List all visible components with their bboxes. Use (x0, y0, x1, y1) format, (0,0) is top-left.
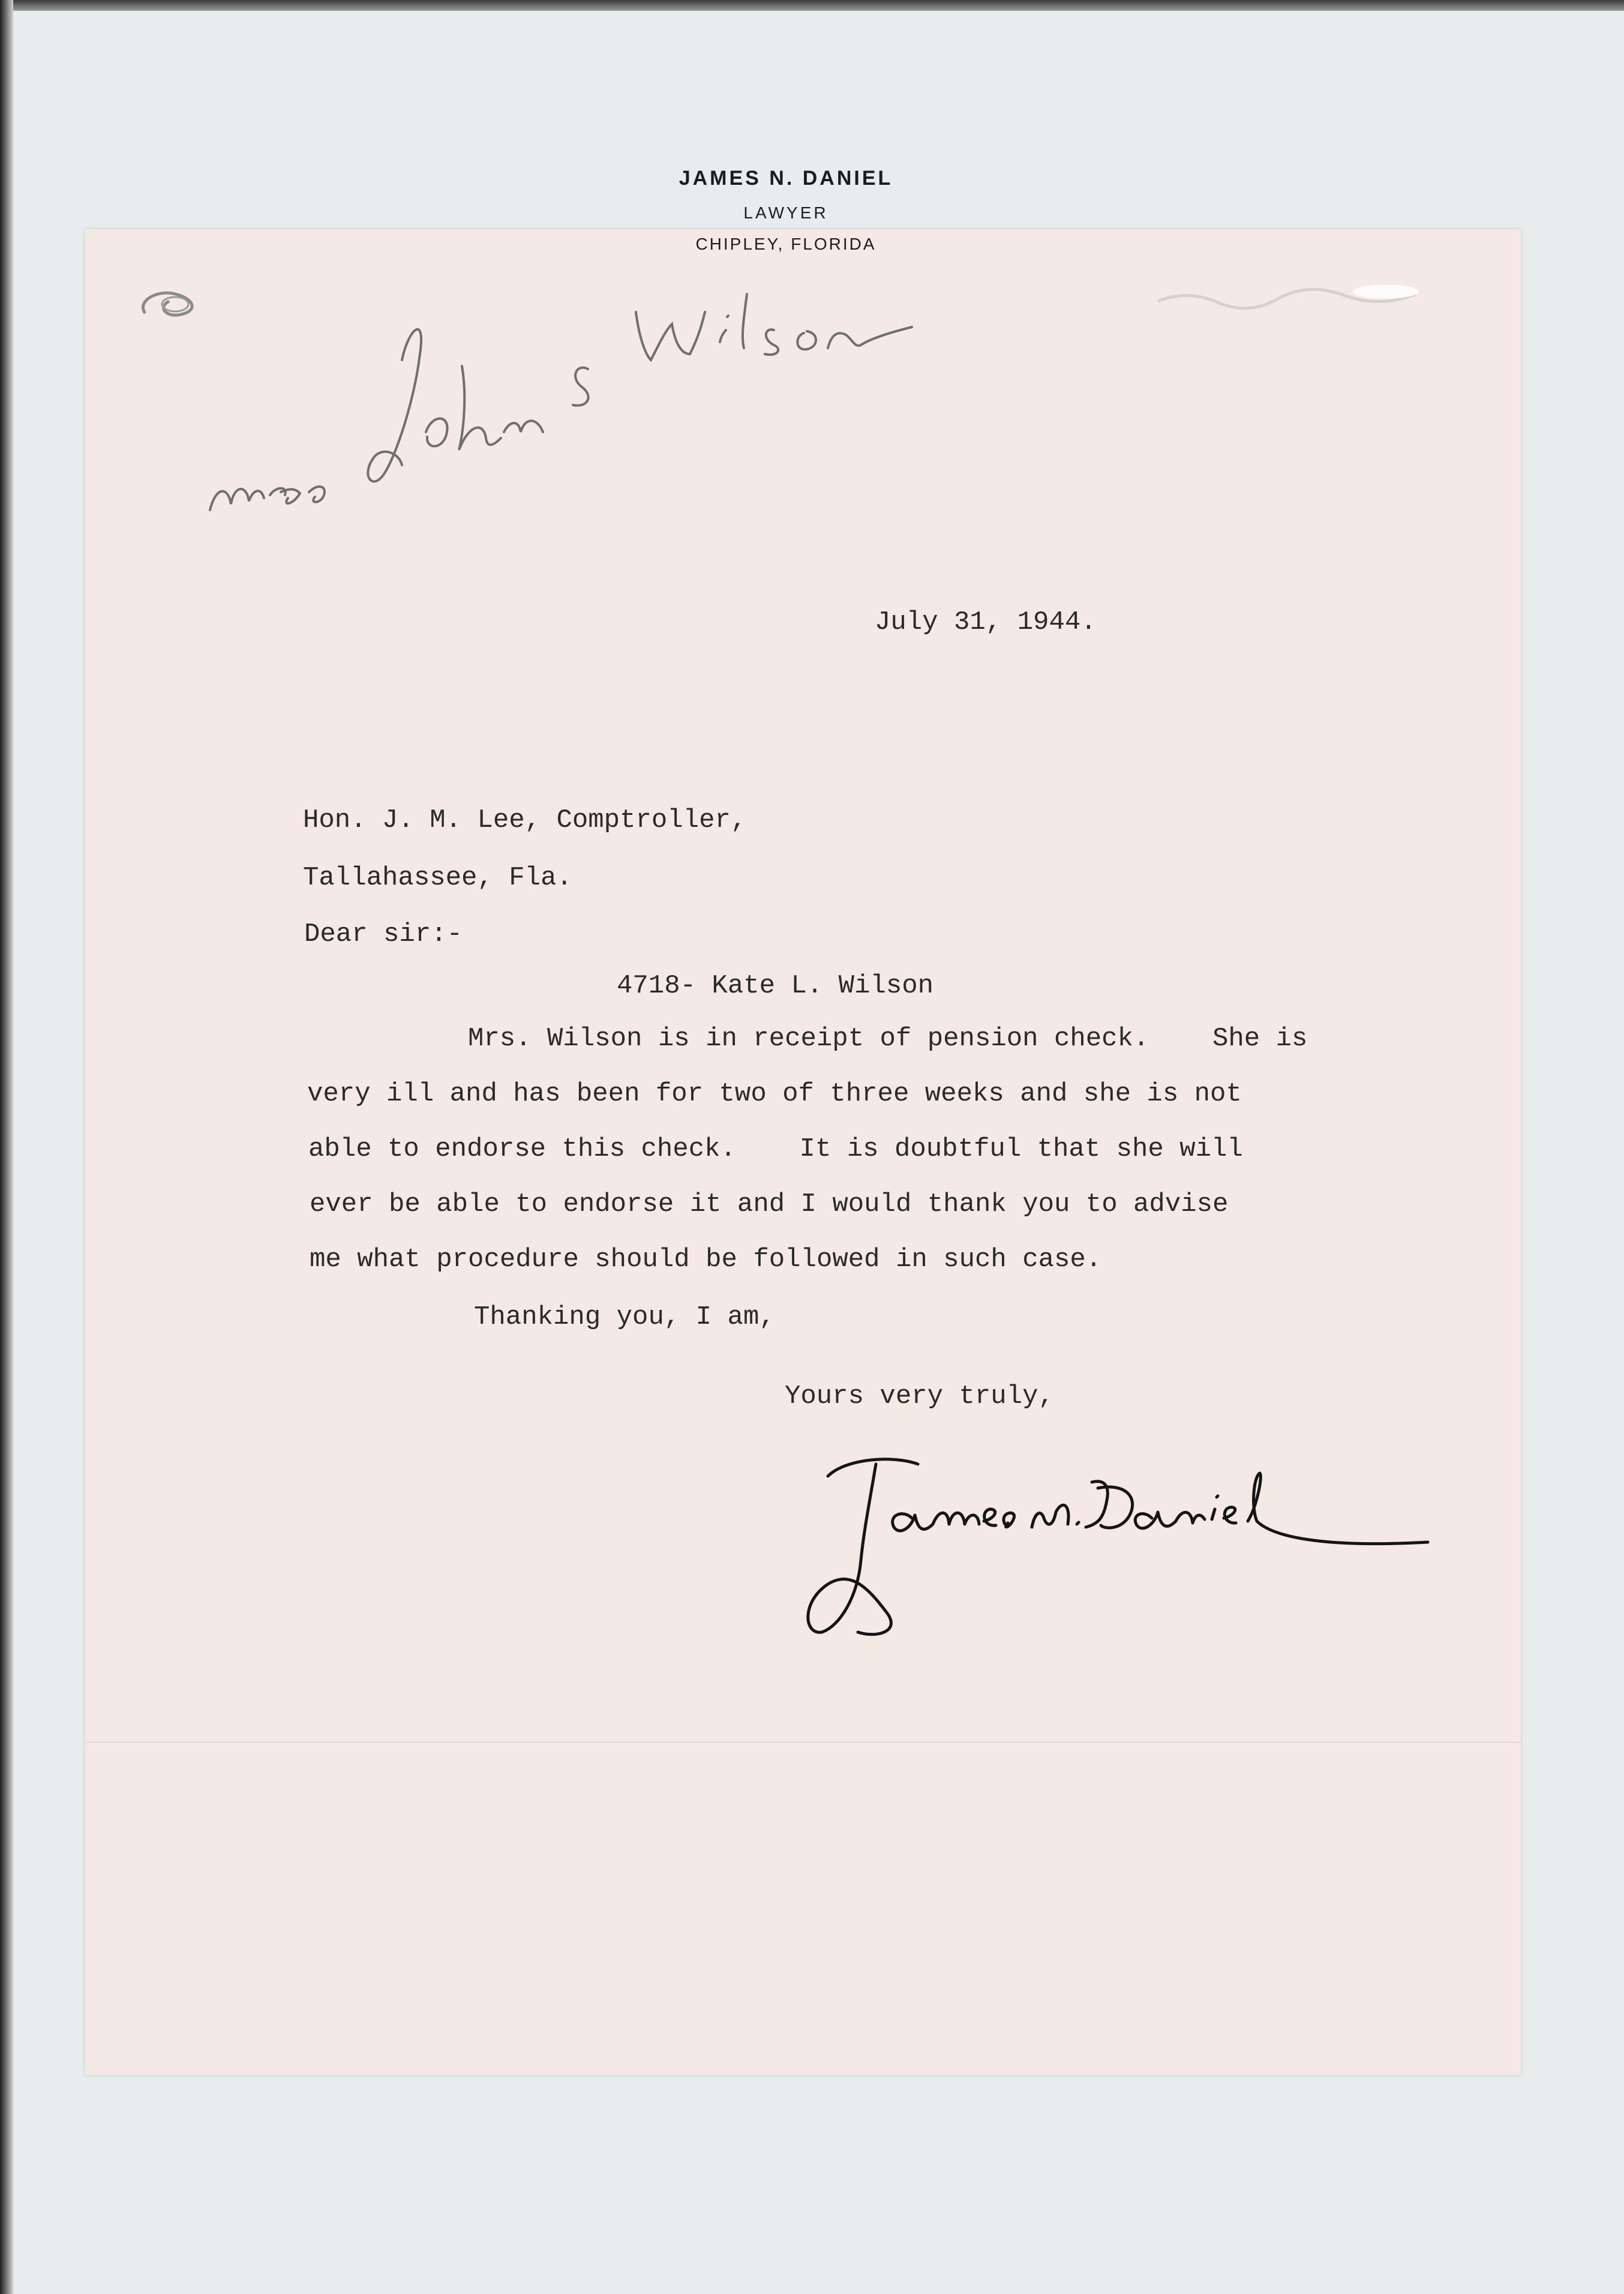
signature (804, 1452, 1440, 1644)
letterhead (660, 167, 912, 254)
scan-border-left (0, 0, 13, 2294)
letterhead-title: LAWYER (743, 203, 828, 222)
paperclip-mark-icon (133, 277, 205, 331)
closing-line: Thanking you, I am, (474, 1302, 775, 1332)
recipient-line-2: Tallahassee, Fla. (303, 863, 572, 893)
handwritten-annotation (204, 258, 984, 534)
body-line-2: very ill and has been for two of three weeks and she is not (307, 1079, 1242, 1109)
reference-line: 4718- Kate L. Wilson (617, 971, 934, 1001)
body-line-4: ever be able to endorse it and I would thank you to advise (310, 1189, 1229, 1219)
faint-pencil-mark (1152, 277, 1434, 319)
recipient-line-1: Hon. J. M. Lee, Comptroller, (303, 805, 747, 835)
paper-fold-line (85, 1741, 1521, 1743)
scan-border-top (0, 0, 1624, 11)
body-line-3: able to endorse this check. It is doubtful that she will (308, 1134, 1243, 1164)
letter-date: July 31, 1944. (875, 607, 1097, 637)
body-line-5: me what procedure should be followed in such case. (310, 1245, 1102, 1275)
salutation: Dear sir:- (304, 919, 463, 949)
body-line-1: Mrs. Wilson is in receipt of pension check. She is (468, 1024, 1308, 1054)
letterhead-location: CHIPLEY, FLORIDA (695, 235, 876, 253)
letterhead-name: JAMES N. DANIEL (679, 167, 893, 190)
complimentary-close: Yours very truly, (785, 1381, 1054, 1411)
